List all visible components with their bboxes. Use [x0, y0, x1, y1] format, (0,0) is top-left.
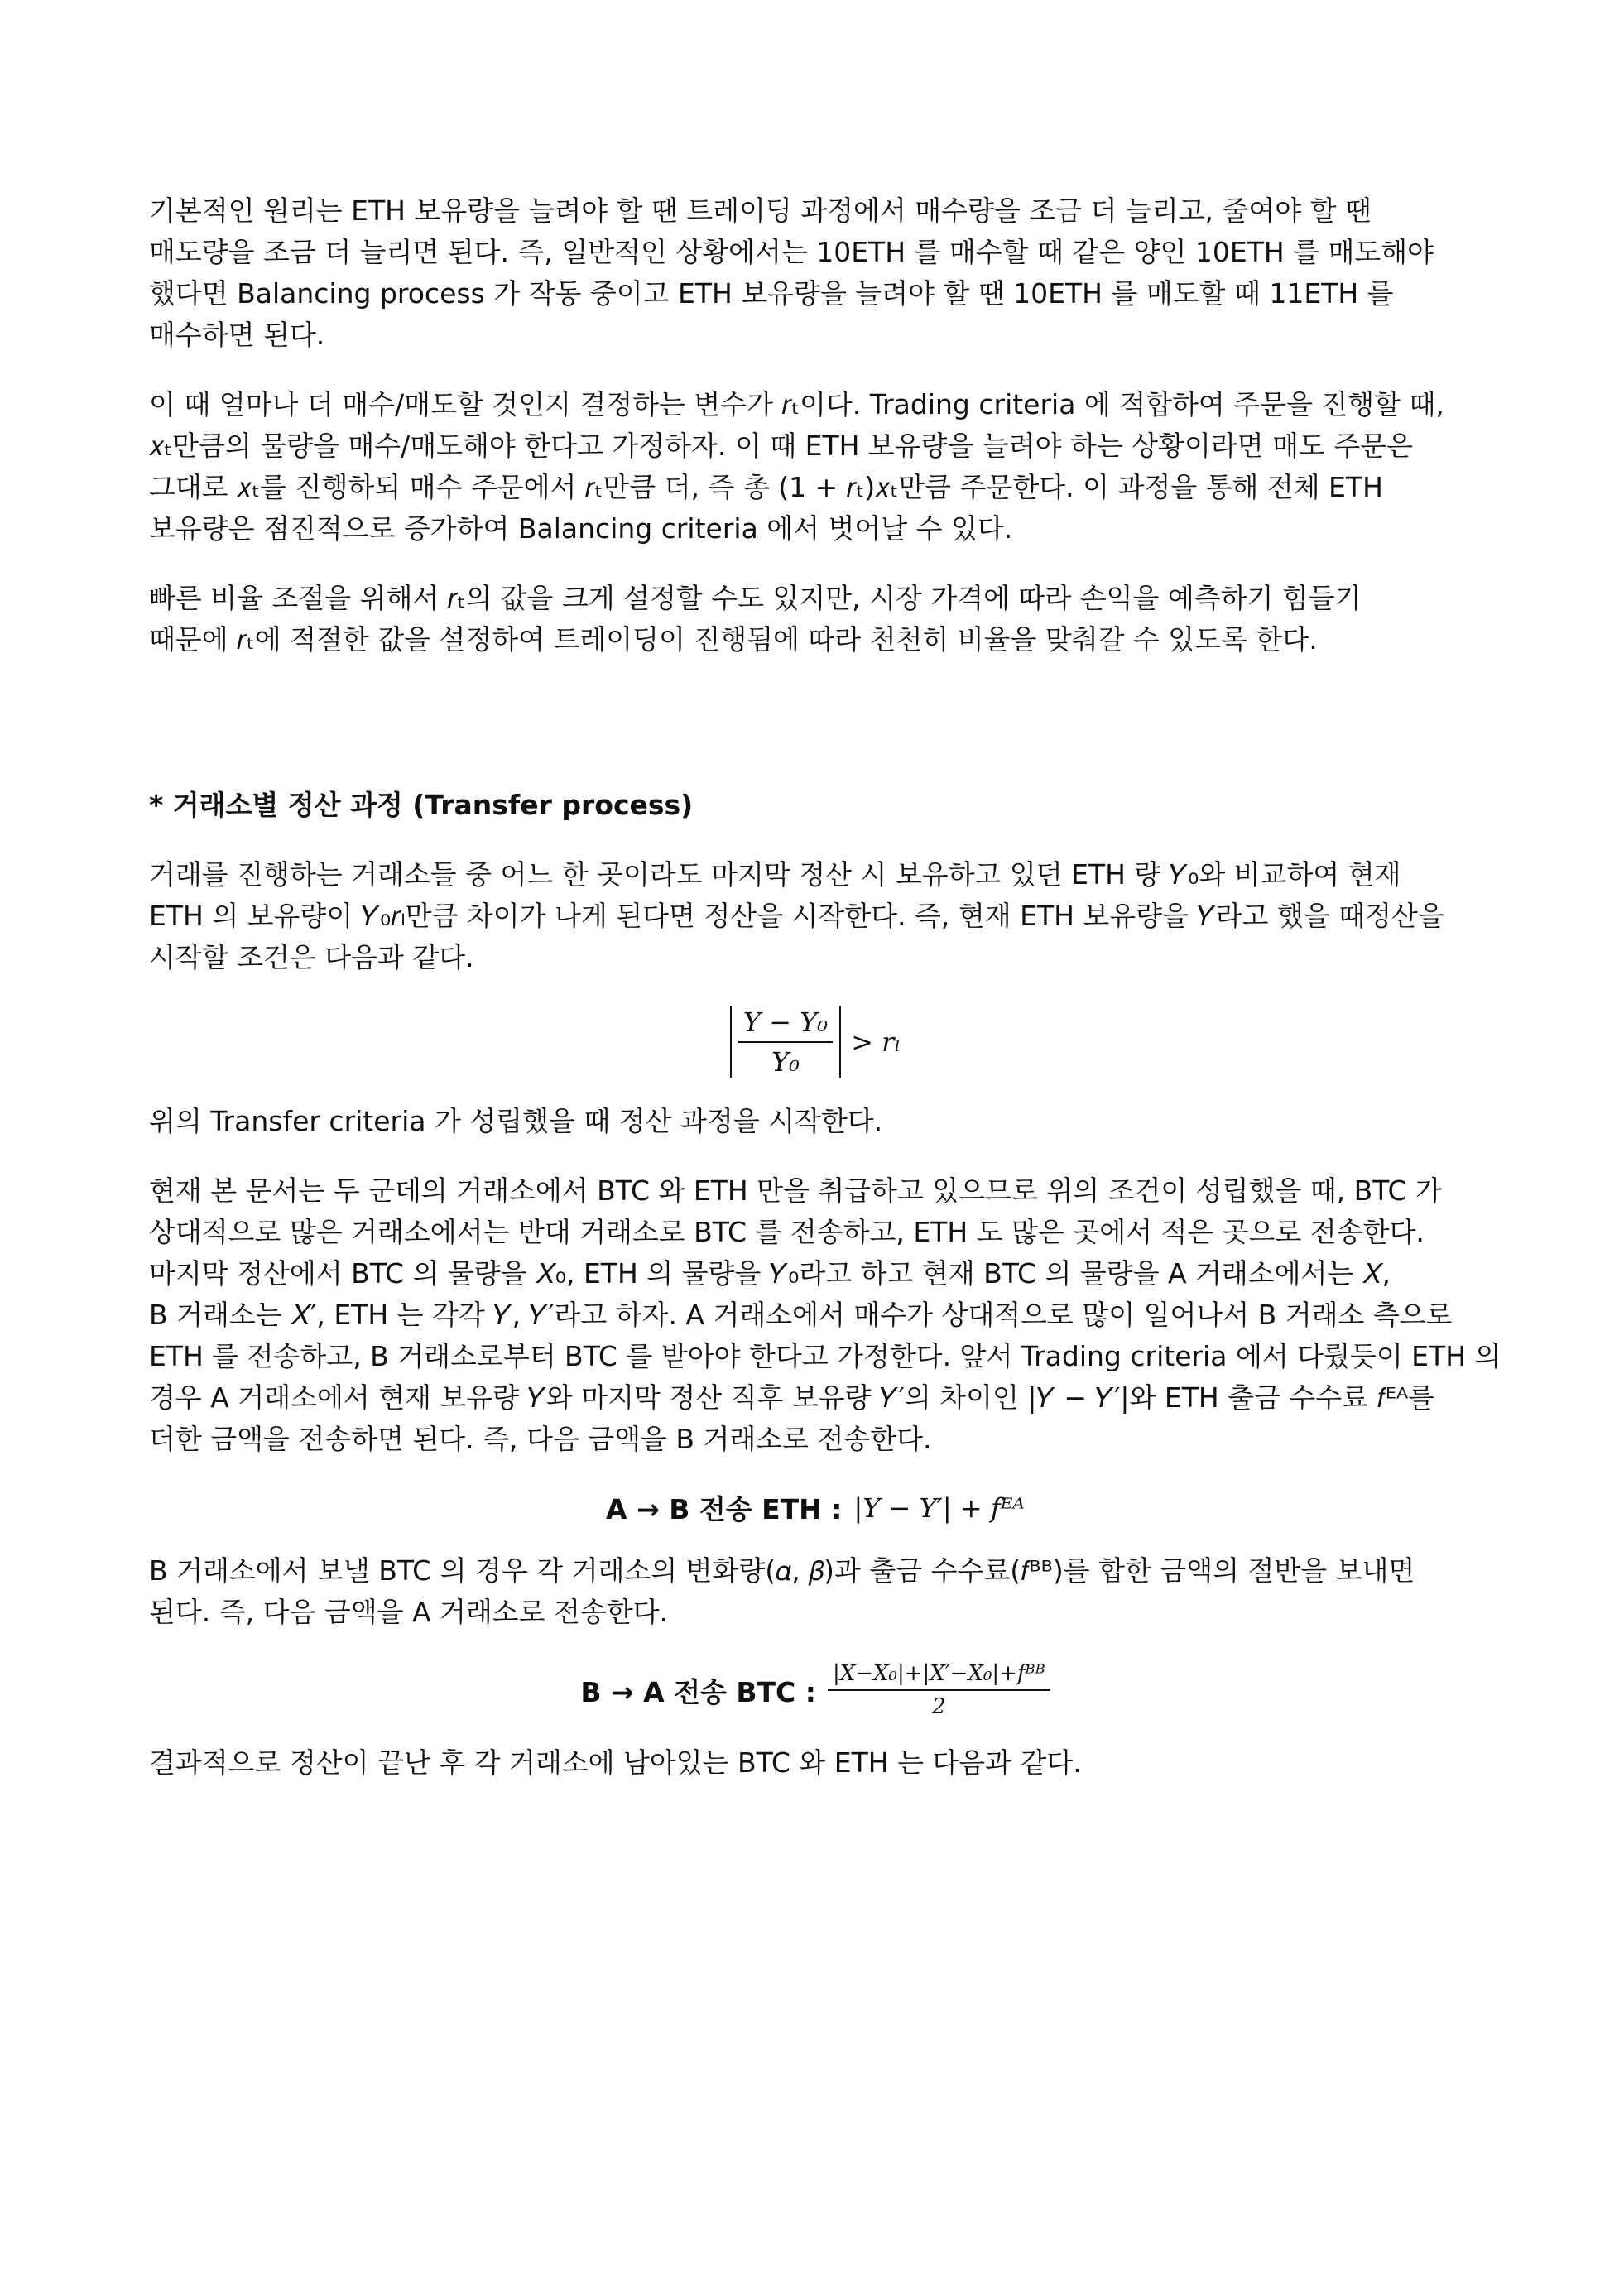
- fraction-numerator: 𝑌 − 𝑌₀: [738, 1006, 833, 1043]
- fraction-denominator: 2: [932, 1694, 946, 1719]
- text-line: 때문에 𝑟ₜ에 적절한 값을 설정하여 트레이딩이 진행됨에 따라 천천히 비율을 맞춰갈 수 있도록 한다.: [149, 623, 1318, 656]
- text-line: B 거래소에서 보낼 BTC 의 경우 각 거래소의 변화량(𝛼, 𝛽)과 출금 수수료(𝑓ᴮᴮ)를 합한 금액의 절반을 보내면: [149, 1554, 1415, 1587]
- text-line: 기본적인 원리는 ETH 보유량을 늘려야 할 땐 트레이딩 과정에서 매수량을 조금 더 늘리고, 줄여야 할 땐: [149, 195, 1372, 227]
- fraction-numerator: |𝑋−𝑋₀|+|𝑋′−𝑋₀|+𝑓ᴮᴮ: [828, 1661, 1050, 1691]
- text-line: 된다. 즉, 다음 금액을 A 거래소로 전송한다.: [149, 1596, 669, 1628]
- text-line: 상대적으로 많은 거래소에서는 반대 거래소로 BTC 를 전송하고, ETH 도 많은 곳에서 적은 곳으로 전송한다.: [149, 1216, 1425, 1248]
- paragraph-rt-variable: [149, 384, 1482, 550]
- text-line: 결과적으로 정산이 끝난 후 각 거래소에 남아있는 BTC 와 ETH 는 다음과 같다.: [149, 1746, 1082, 1779]
- paragraph-transfer-details: [149, 1170, 1501, 1460]
- equation-transfer-criteria: [149, 1006, 1482, 1078]
- equation-label: A → B 전송 ETH :: [606, 1493, 843, 1525]
- text-line: 마지막 정산에서 BTC 의 물량을 𝑋₀, ETH 의 물량을 𝑌₀라고 하고 현재 BTC 의 물량을 A 거래소에서는 𝑋,: [149, 1257, 1391, 1290]
- paragraph-balancing-principle: [149, 190, 1482, 356]
- text-line: 경우 A 거래소에서 현재 보유량 𝑌와 마지막 정산 직후 보유량 𝑌′의 차이인 |𝑌 − 𝑌′|와 ETH 출금 수수료 𝑓ᴱᴬ를: [149, 1381, 1435, 1414]
- paragraph-transfer-start: [149, 1101, 1482, 1142]
- fraction: [738, 1006, 833, 1078]
- equation-label: B → A 전송 BTC :: [580, 1675, 816, 1708]
- text-line: 𝑥ₜ만큼의 물량을 매수/매도해야 한다고 가정하자. 이 때 ETH 보유량을 늘려야 하는 상황이라면 매도 주문은: [149, 430, 1414, 462]
- text-line: 시작할 조건은 다음과 같다.: [149, 941, 474, 973]
- equation-expression: [828, 1661, 1050, 1719]
- equation-eth-transfer: [149, 1488, 1482, 1527]
- text-line: 현재 본 문서는 두 군데의 거래소에서 BTC 와 ETH 만을 취급하고 있으므로 위의 조건이 성립했을 때, BTC 가: [149, 1174, 1442, 1207]
- text-line: 빠른 비율 조절을 위해서 𝑟ₜ의 값을 크게 설정할 수도 있지만, 시장 가격에 따라 손익을 예측하기 힘들기: [149, 582, 1362, 614]
- text-line: 위의 Transfer criteria 가 성립했을 때 정산 과정을 시작한다.: [149, 1105, 883, 1137]
- paragraph-rt-tuning: [149, 578, 1482, 660]
- paragraph-transfer-condition: [149, 854, 1482, 978]
- text-line: 그대로 𝑥ₜ를 진행하되 매수 주문에서 𝑟ₜ만큼 더, 즉 총 (1 + 𝑟ₜ)𝑥ₜ만큼 주문한다. 이 과정을 통해 전체 ETH: [149, 471, 1383, 503]
- fraction: [828, 1661, 1050, 1719]
- text-line: ETH 를 전송하고, B 거래소로부터 BTC 를 받아야 한다고 가정한다. 앞서 Trading criteria 에서 다뤘듯이 ETH 의: [149, 1340, 1501, 1372]
- absolute-value: [730, 1006, 841, 1078]
- document-body: [149, 190, 1501, 1812]
- equation-expression: [730, 1006, 901, 1078]
- text-line: 거래를 진행하는 거래소들 중 어느 한 곳이라도 마지막 정산 시 보유하고 있던 ETH 량 𝑌₀와 비교하여 현재: [149, 858, 1401, 891]
- paragraph-btc-transfer: [149, 1550, 1482, 1633]
- equation-expression: |𝑌 − 𝑌′| + 𝑓ᴱᴬ: [853, 1491, 1025, 1524]
- text-line: 매도량을 조금 더 늘리면 된다. 즉, 일반적인 상황에서는 10ETH 를 매수할 때 같은 양인 10ETH 를 매도해야: [149, 236, 1434, 268]
- text-line: 이 때 얼마나 더 매수/매도할 것인지 결정하는 변수가 𝑟ₜ이다. Trading criteria 에 적합하여 주문을 진행할 때,: [149, 388, 1444, 420]
- text-line: 보유량은 점진적으로 증가하여 Balancing criteria 에서 벗어날 수 있다.: [149, 512, 1013, 545]
- text-line: 했다면 Balancing process 가 작동 중이고 ETH 보유량을 늘려야 할 땐 10ETH 를 매도할 때 11ETH 를: [149, 277, 1394, 310]
- text-line: B 거래소는 𝑋′, ETH 는 각각 𝑌, 𝑌′라고 하자. A 거래소에서 매수가 상대적으로 많이 일어나서 B 거래소 측으로: [149, 1299, 1453, 1331]
- fraction-denominator: 𝑌₀: [771, 1046, 800, 1078]
- paragraph-result: [149, 1742, 1482, 1784]
- section-heading-transfer-process: * 거래소별 정산 과정 (Transfer process): [149, 789, 694, 821]
- equation-btc-transfer: [149, 1661, 1482, 1719]
- text-line: ETH 의 보유량이 𝑌₀𝑟ₗ만큼 차이가 나게 된다면 정산을 시작한다. 즉, 현재 ETH 보유량을 𝑌라고 했을 때정산을: [149, 900, 1444, 932]
- text-line: 더한 금액을 전송하면 된다. 즉, 다음 금액을 B 거래소로 전송한다.: [149, 1423, 932, 1455]
- text-line: 매수하면 된다.: [149, 319, 325, 351]
- equation-rhs: > 𝑟ₗ: [851, 1026, 901, 1058]
